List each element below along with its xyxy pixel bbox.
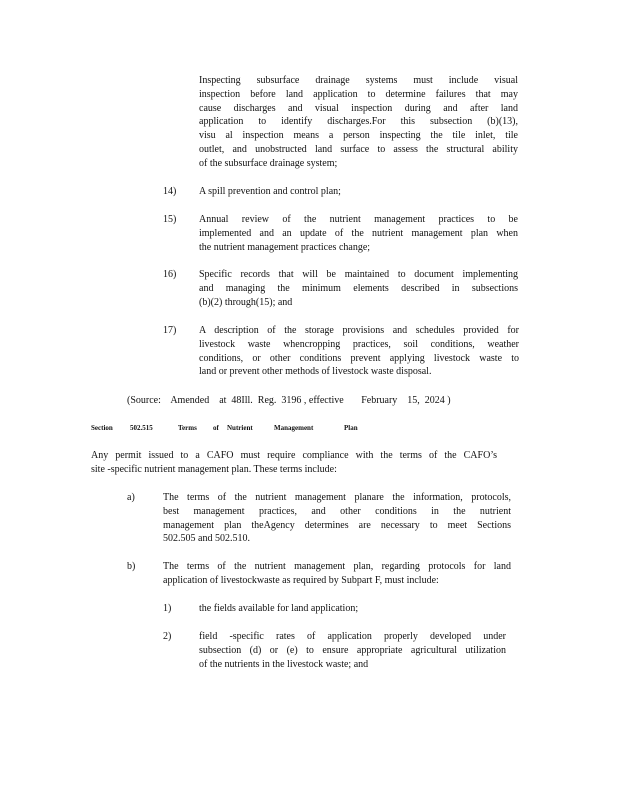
subsection-letter: b) [127,561,136,572]
text-line: of the subsurface drainage system; [199,157,338,169]
item-number: 16) [163,269,177,280]
section-title-word: Plan [344,424,358,432]
item-17-text [199,324,519,379]
subsection-letter: a) [127,492,135,503]
text-line: The terms of the nutrient management planare the information, protocols, [163,492,511,503]
text-line: outlet, and unobstructed land surface to assess the structural ability [199,143,518,155]
text-line: conditions, or other conditions prevent applying livestock waste to [199,352,519,364]
source-note: (Source: Amended at 48Ill. Reg. 3196 , effective February 15, 2024 ) [127,395,451,406]
section-title-word: Management [274,424,314,432]
item-number: 17) [163,325,177,336]
sub-item-2-text [199,630,506,671]
text-line: and managing the minimum elements described in subsections [199,282,518,294]
text-line: implemented and an update of the nutrient management plan when [199,227,518,239]
text-line: livestock waste whencropping practices, soil conditions, weather [199,338,519,350]
text-line: management plan theAgency determines are necessary to meet Sections [163,519,511,531]
text-line: 502.505 and 502.510. [163,533,250,545]
text-line: inspection before land application to determine failures that may [199,88,518,100]
text-line: land or prevent other methods of livestock waste disposal. [199,366,432,378]
text-line: the fields available for land application; [199,603,359,614]
text-line: (b)(2) through(15); and [199,296,293,308]
text-line: Annual review of the nutrient management practices to be [199,214,518,225]
text-line: the nutrient management practices change; [199,241,371,253]
text-line: Specific records that will be maintained to document implementing [199,269,518,280]
text-line: application to identify discharges.For this subsection (b)(13), [199,116,518,128]
text-line: A spill prevention and control plan; [199,186,341,197]
text-line: of the nutrients in the livestock waste; and [199,658,369,670]
section-heading [91,423,391,433]
item-number: 1) [163,603,172,614]
text-line: subsection (d) or (e) to ensure appropriate agricultural utilization [199,644,506,656]
text-line: The terms of the nutrient management plan, regarding protocols for land [163,561,511,572]
section-title-word: Terms [178,424,197,432]
item-13-continuation [199,74,518,171]
text-line: visu al inspection means a person inspecting the tile inlet, tile [199,130,518,142]
text-line: A description of the storage provisions and schedules provided for [199,325,519,336]
section-label: Section [91,424,113,432]
text-line: Inspecting subsurface drainage systems must include visual [199,75,518,86]
item-number: 14) [163,186,177,197]
item-14-text [199,185,518,199]
section-intro [91,449,497,477]
text-line: cause discharges and visual inspection during and after land [199,102,518,114]
item-number: 15) [163,214,177,225]
text-line: best management practices, and other conditions in the nutrient [163,505,511,517]
subsection-a-text [163,491,511,546]
section-title-word: of [213,424,219,432]
item-number: 2) [163,631,172,642]
subsection-b-text [163,560,511,588]
text-line: Any permit issued to a CAFO must require compliance with the terms of the CAFO’s [91,450,497,461]
item-15-text [199,213,518,254]
text-line: field -specific rates of application properly developed under [199,631,506,642]
section-title-word: Nutrient [227,424,253,432]
sub-item-1-text [199,602,509,616]
section-number: 502.515 [130,424,153,432]
item-16-text [199,268,518,309]
text-line: site -specific nutrient management plan. These terms include: [91,463,337,475]
text-line: application of livestockwaste as required by Subpart F, must include: [163,574,439,586]
